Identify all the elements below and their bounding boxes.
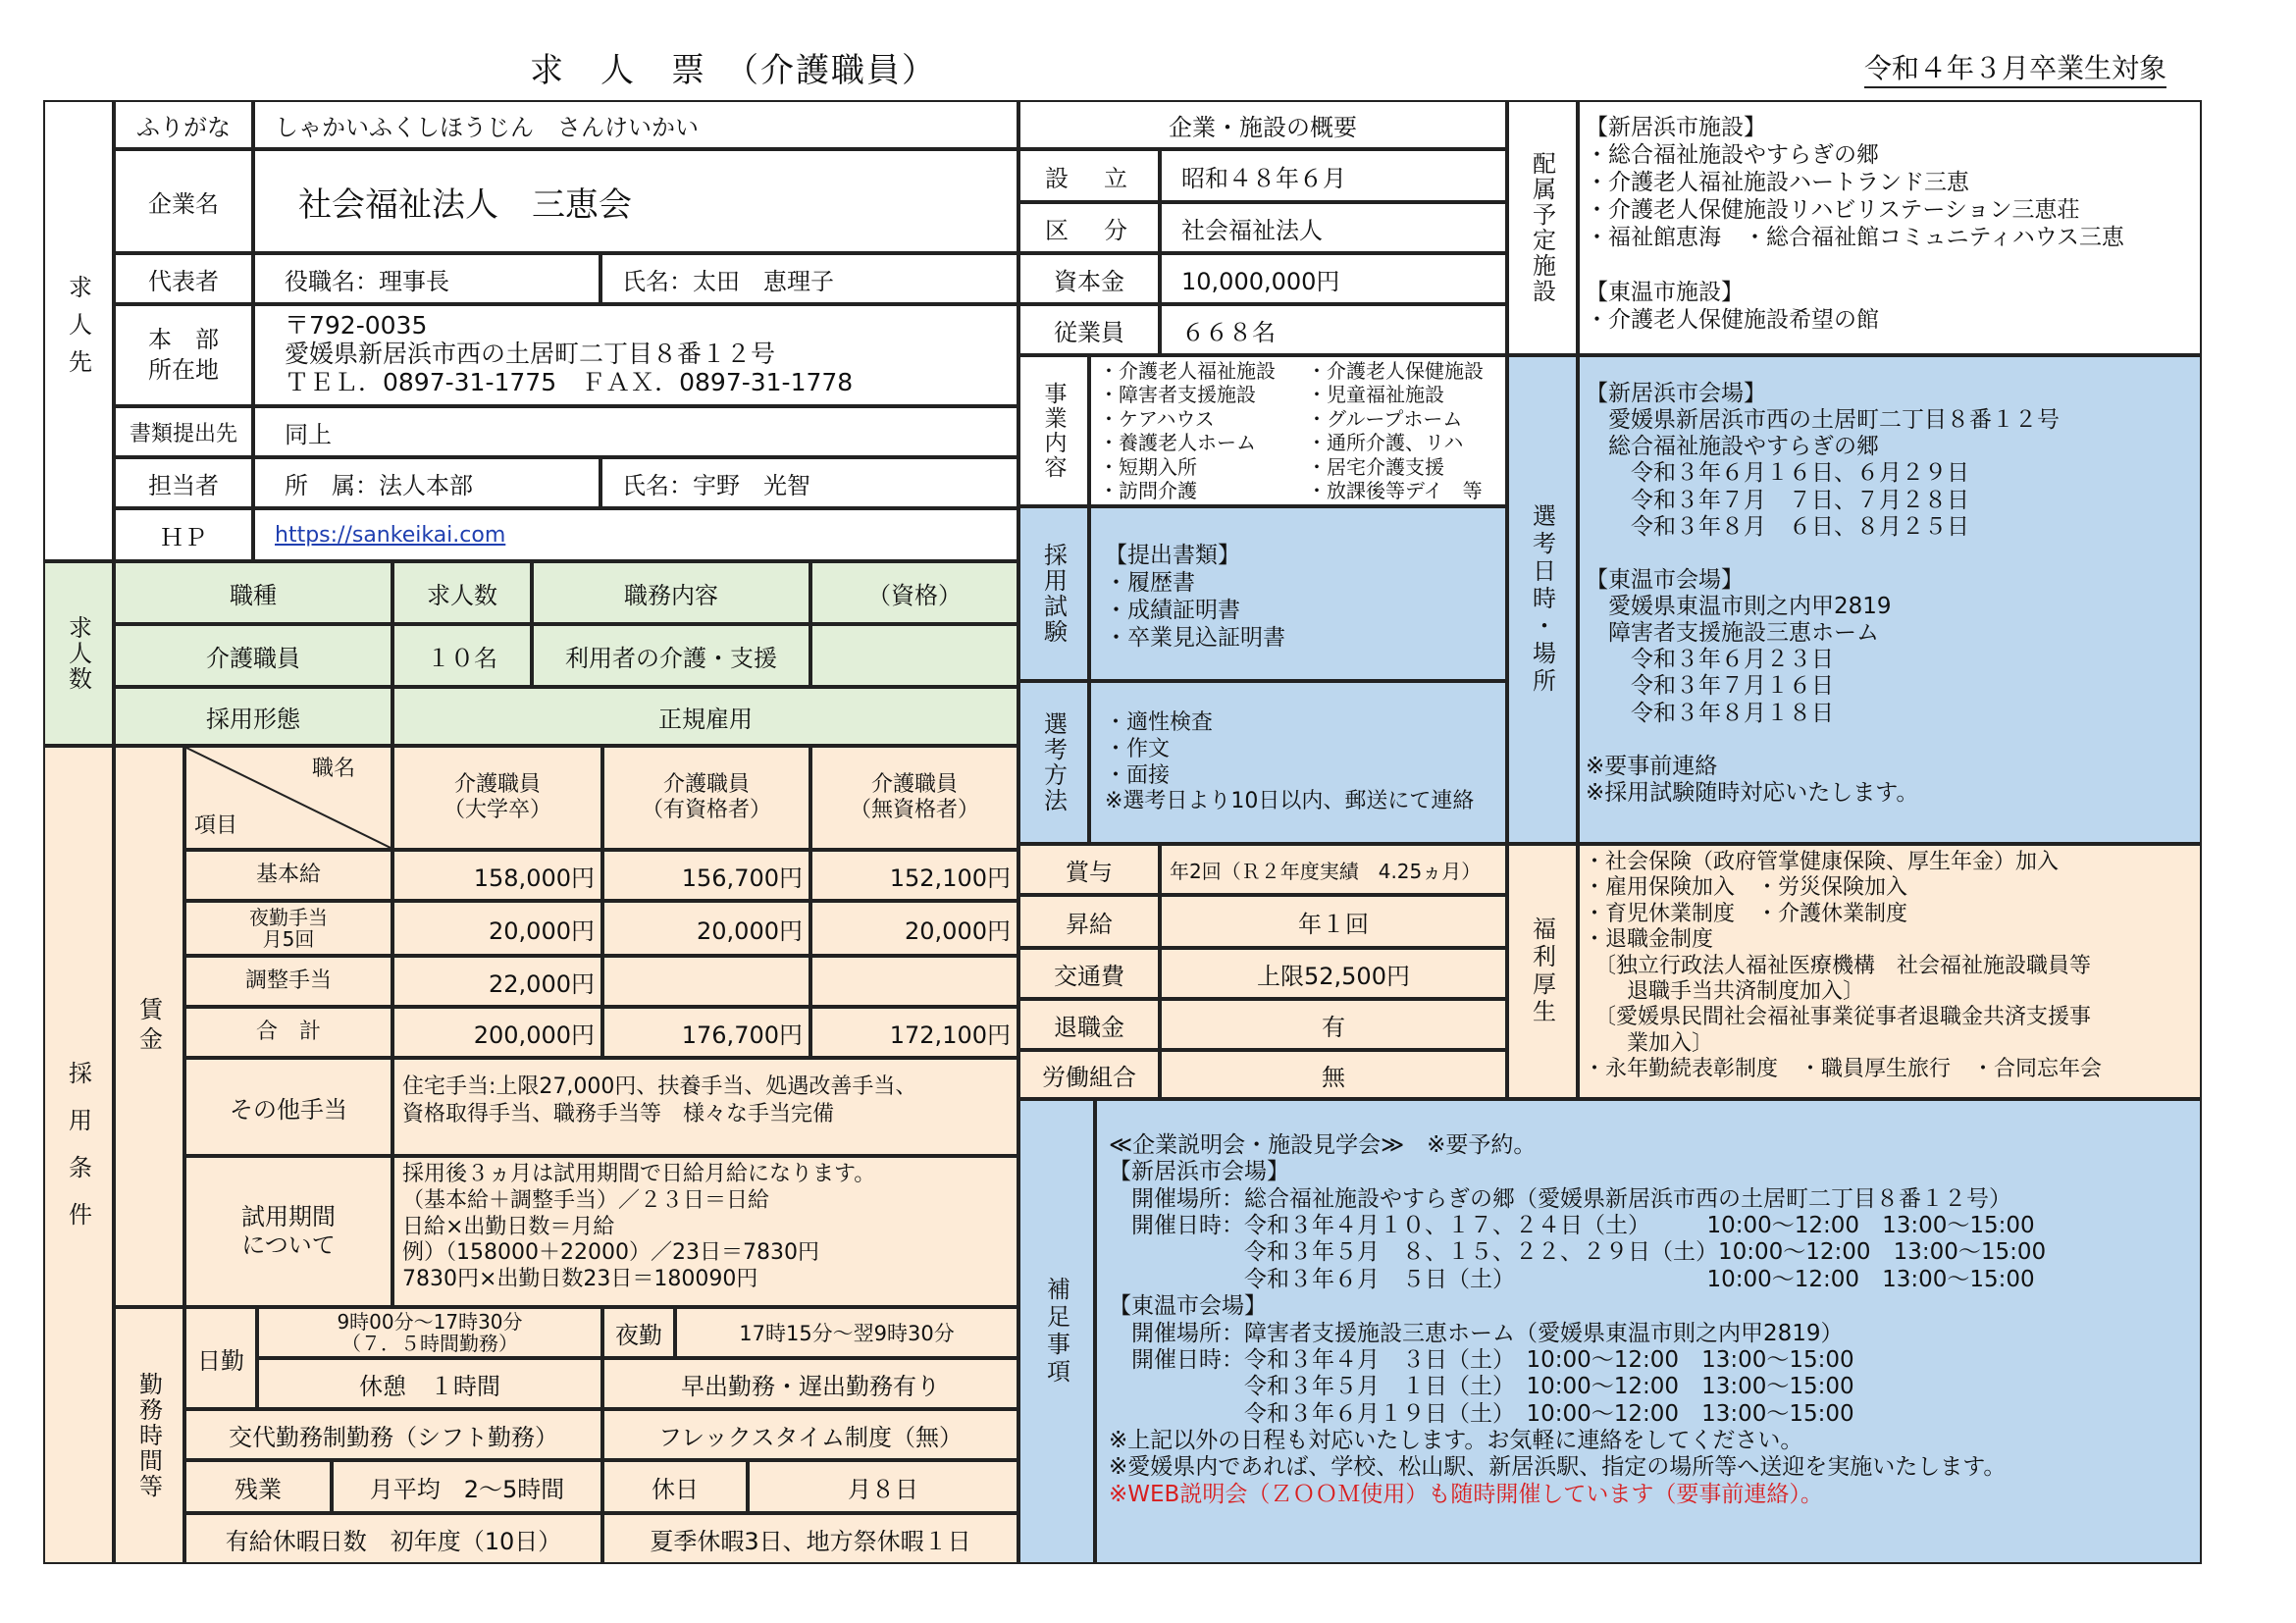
- business-list-1: ・介護老人福祉施設 ・障害者支援施設 ・ケアハウス ・養護老人ホーム ・短期入所 ・訪問介護: [1099, 359, 1276, 502]
- capital-label: 資本金: [1018, 253, 1160, 304]
- transport-value: 上限52,500円: [1160, 948, 1507, 999]
- company-name: 社会福祉法人 三恵会: [253, 149, 1018, 253]
- docs-submit-label: 書類提出先: [114, 406, 253, 457]
- wage-value: 158,000円: [392, 850, 602, 901]
- welfare-label: 福利厚生: [1507, 844, 1578, 1099]
- hp-cell: [253, 508, 1018, 561]
- trial-period-content: 採用後３ヵ月は試用期間で日給月給になります。 （基本給＋調整手当）／２３日＝日給 日給×出勤日数＝月給 例）（158000＋22000）／23日＝7830円 7830円×出勤日数23日＝180090円: [392, 1156, 1018, 1307]
- wage-value: 20,000円: [602, 901, 810, 956]
- exam-documents: 【提出書類】 ・履歴書 ・成績証明書 ・卒業見込証明書: [1089, 506, 1507, 681]
- welfare-content: ・社会保険（政府管掌健康保険、厚生年金）加入 ・雇用保険加入 ・労災保険加入 ・育児休業制度 ・介護休業制度 ・退職金制度 〔独立行政法人福祉医療機構 社会福祉施設職員等 退職手当共済制度加入〕 〔愛媛県民間社会福祉事業従事者退職金共済支援事 業加入〕 ・永年勤続表彰制度 ・職員厚生旅行 ・合同忘年会: [1578, 844, 2202, 1099]
- wage-value: [602, 956, 810, 1007]
- method-content: ・適性検査 ・作文 ・面接 ※選考日より10日以内、郵送にて連絡: [1089, 681, 1507, 844]
- wage-col-university: 介護職員 （大学卒）: [392, 746, 602, 850]
- selection-label: 選考日時・場所: [1507, 355, 1578, 844]
- notes-content: [1095, 1099, 2202, 1564]
- company-section-label: 求人先: [43, 100, 114, 561]
- business-content: [1089, 355, 1507, 506]
- qualification-header: （資格）: [810, 561, 1018, 624]
- day-shift-label: 日勤: [184, 1307, 257, 1409]
- company-name-label: 企業名: [114, 149, 253, 253]
- employment-form-label: 採用形態: [114, 687, 392, 746]
- headquarters-address: 〒792-0035 愛媛県新居浜市西の土居町二丁目８番１２号 ＴＥＬ．0897-31-1775 ＦＡＸ．0897-31-1778: [253, 304, 1018, 406]
- wage-row-label: 合 計: [184, 1007, 392, 1058]
- raise-value: 年１回: [1160, 895, 1507, 948]
- furigana-label: ふりがな: [114, 100, 253, 149]
- bonus-value: 年2回（Ｒ２年度実績 4.25ヵ月）: [1160, 844, 1507, 895]
- notes-text: ≪企業説明会・施設見学会≫ ※要予約。 【新居浜市会場】 開催場所：総合福祉施設やすらぎの郷（愛媛県新居浜市西の土居町二丁目８番１２号） 開催日時：令和３年４月１０、１７、２４日（土） 10:00～12:00 13:00～15:00 令和３年５月 ８、１５、２２、２９日（土）10:00～12:00 13:00～15:00 令和３年６月 ５日（土） 10:00～12:00 13:00～15:00 【東温市会場】 開催場所：障害者支援施設三恵ホーム（愛媛県東温市則之内甲2819） 開催日時：令和３年４月 ３日（土） 10:00～12:00 13:00～15:00 令和３年５月 １日（土） 10:00～12:00 13:00～15:00 令和３年６月１９日（土） 10:00～12:00 13:00～15:00 ※上記以外の日程も対応いたします。お気軽に連絡をしてください。 ※愛媛県内であれば、学校、松山駅、新居浜駅、指定の場所等へ送迎を実施いたします。: [1109, 1132, 2047, 1481]
- notes-label: 補足事項: [1018, 1099, 1095, 1564]
- wage-value: 20,000円: [392, 901, 602, 956]
- method-label: 選考方法: [1018, 681, 1089, 844]
- wage-col-unqualified: 介護職員 （無資格者）: [810, 746, 1018, 850]
- overview-title: 企業・施設の概要: [1018, 100, 1507, 149]
- category-label: 区 分: [1018, 202, 1160, 253]
- corner-top-label: 職名: [312, 757, 356, 781]
- job-count: １０名: [392, 624, 532, 687]
- overtime-label: 残業: [184, 1460, 332, 1513]
- business-list-2: ・介護老人保健施設 ・児童福祉施設 ・グループホーム ・通所介護、リハ ・居宅介護支援 ・放課後等デイ 等: [1307, 359, 1484, 502]
- flex-time: フレックスタイム制度（無）: [602, 1409, 1018, 1460]
- selection-schedule: 【新居浜市会場】 愛媛県新居浜市西の土居町二丁目８番１２号 総合福祉施設やすらぎの郷 令和３年６月１６日、６月２９日 令和３年７月 ７日、７月２８日 令和３年８月 ６日、８月２５日 【東温市会場】 愛媛県東温市則之内甲2819 障害者支援施設三恵ホーム 令和３年６月２３日 令和３年７月１６日 令和３年８月１８日 ※要事前連絡 ※採用試験随時対応いたします。: [1578, 355, 2202, 844]
- employees-value: ６６８名: [1160, 304, 1507, 355]
- wage-label: 賃金: [114, 746, 184, 1307]
- headquarters-label: 本 部 所在地: [114, 304, 253, 406]
- holiday-label: 休日: [602, 1460, 748, 1513]
- wage-row-label: 基本給: [184, 850, 392, 901]
- break-time: 休憩 １時間: [257, 1358, 602, 1409]
- job-type: 介護職員: [114, 624, 392, 687]
- day-shift-time: 9時00分～17時30分 （７．５時間勤務）: [257, 1307, 602, 1358]
- representative-name: 氏名：太田 恵理子: [600, 253, 1018, 304]
- bonus-label: 賞与: [1018, 844, 1160, 895]
- paid-leave: 有給休暇日数 初年度（10日）: [184, 1513, 602, 1564]
- wage-total: 200,000円: [392, 1007, 602, 1058]
- furigana-value: しゃかいふくしほうじん さんけいかい: [253, 100, 1018, 149]
- target-graduates: 令和４年３月卒業生対象: [1864, 47, 2166, 88]
- page-title: 求 人 票 （介護職員）: [530, 51, 937, 90]
- raise-label: 昇給: [1018, 895, 1160, 948]
- established-label: 設 立: [1018, 149, 1160, 202]
- category-value: 社会福祉法人: [1160, 202, 1507, 253]
- wage-value: 20,000円: [810, 901, 1018, 956]
- exam-label: 採用試験: [1018, 506, 1089, 681]
- assignment-label: 配属予定施設: [1507, 100, 1578, 355]
- representative-label: 代表者: [114, 253, 253, 304]
- established-value: 昭和４８年６月: [1160, 149, 1507, 202]
- capital-value: 10,000,000円: [1160, 253, 1507, 304]
- summer-leave: 夏季休暇3日、地方祭休暇１日: [602, 1513, 1018, 1564]
- job-duty: 利用者の介護・支援: [532, 624, 810, 687]
- wage-corner-header: [184, 746, 392, 850]
- transport-label: 交通費: [1018, 948, 1160, 999]
- shift-work: 交代勤務制勤務（シフト勤務）: [184, 1409, 602, 1460]
- employment-form: 正規雇用: [392, 687, 1018, 746]
- wage-total: 172,100円: [810, 1007, 1018, 1058]
- wage-row-label: 調整手当: [184, 956, 392, 1007]
- docs-submit-value: 同上: [253, 406, 1018, 457]
- business-label: 事業内容: [1018, 355, 1089, 506]
- corner-bottom-label: 項目: [194, 813, 238, 838]
- wage-total: 176,700円: [602, 1007, 810, 1058]
- employees-label: 従業員: [1018, 304, 1160, 355]
- retirement-value: 有: [1160, 999, 1507, 1050]
- other-allowance-content: 住宅手当:上限27,000円、扶養手当、処遇改善手当、 資格取得手当、職務手当等 様々な手当完備: [392, 1058, 1018, 1156]
- job-qualification: [810, 624, 1018, 687]
- assignment-facilities: 【新居浜市施設】 ・総合福祉施設やすらぎの郷 ・介護老人福祉施設ハートランド三恵 ・介護老人保健施設リハビリステーション三恵荘 ・福祉館恵海 ・総合福祉館コミュニティハウス三恵 【東温市施設】 ・介護老人保健施設希望の館: [1578, 100, 2202, 355]
- early-late-shift: 早出勤務・遅出勤務有り: [602, 1358, 1018, 1409]
- representative-title: 役職名：理事長: [253, 253, 600, 304]
- other-allowance-label: その他手当: [184, 1058, 392, 1156]
- recruit-section-label: 求人数: [43, 561, 114, 746]
- wage-value: 22,000円: [392, 956, 602, 1007]
- wage-value: 156,700円: [602, 850, 810, 901]
- contact-label: 担当者: [114, 457, 253, 508]
- count-header: 求人数: [392, 561, 532, 624]
- night-shift-time: 17時15分～翌9時30分: [675, 1307, 1018, 1358]
- overtime-value: 月平均 2～5時間: [332, 1460, 602, 1513]
- retirement-label: 退職金: [1018, 999, 1160, 1050]
- web-seminar-note: ※WEB説明会（ＺＯＯＭ使用）も随時開催しています（要事前連絡）。: [1109, 1481, 1823, 1507]
- job-header: 職種: [114, 561, 392, 624]
- union-value: 無: [1160, 1050, 1507, 1099]
- homepage-link[interactable]: https://sankeikai.com: [275, 522, 506, 548]
- conditions-section-label: 採用条件: [43, 746, 114, 1564]
- wage-value: [810, 956, 1018, 1007]
- holiday-value: 月８日: [748, 1460, 1018, 1513]
- wage-col-qualified: 介護職員 （有資格者）: [602, 746, 810, 850]
- trial-period-label: 試用期間 について: [184, 1156, 392, 1307]
- wage-value: 152,100円: [810, 850, 1018, 901]
- hp-label: ＨＰ: [114, 508, 253, 561]
- contact-name: 氏名：宇野 光智: [600, 457, 1018, 508]
- hours-label: 勤務時間等: [114, 1307, 184, 1564]
- night-shift-label: 夜勤: [602, 1307, 675, 1358]
- contact-department: 所 属：法人本部: [253, 457, 600, 508]
- wage-row-label: 夜勤手当 月5回: [184, 901, 392, 956]
- duty-header: 職務内容: [532, 561, 810, 624]
- union-label: 労働組合: [1018, 1050, 1160, 1099]
